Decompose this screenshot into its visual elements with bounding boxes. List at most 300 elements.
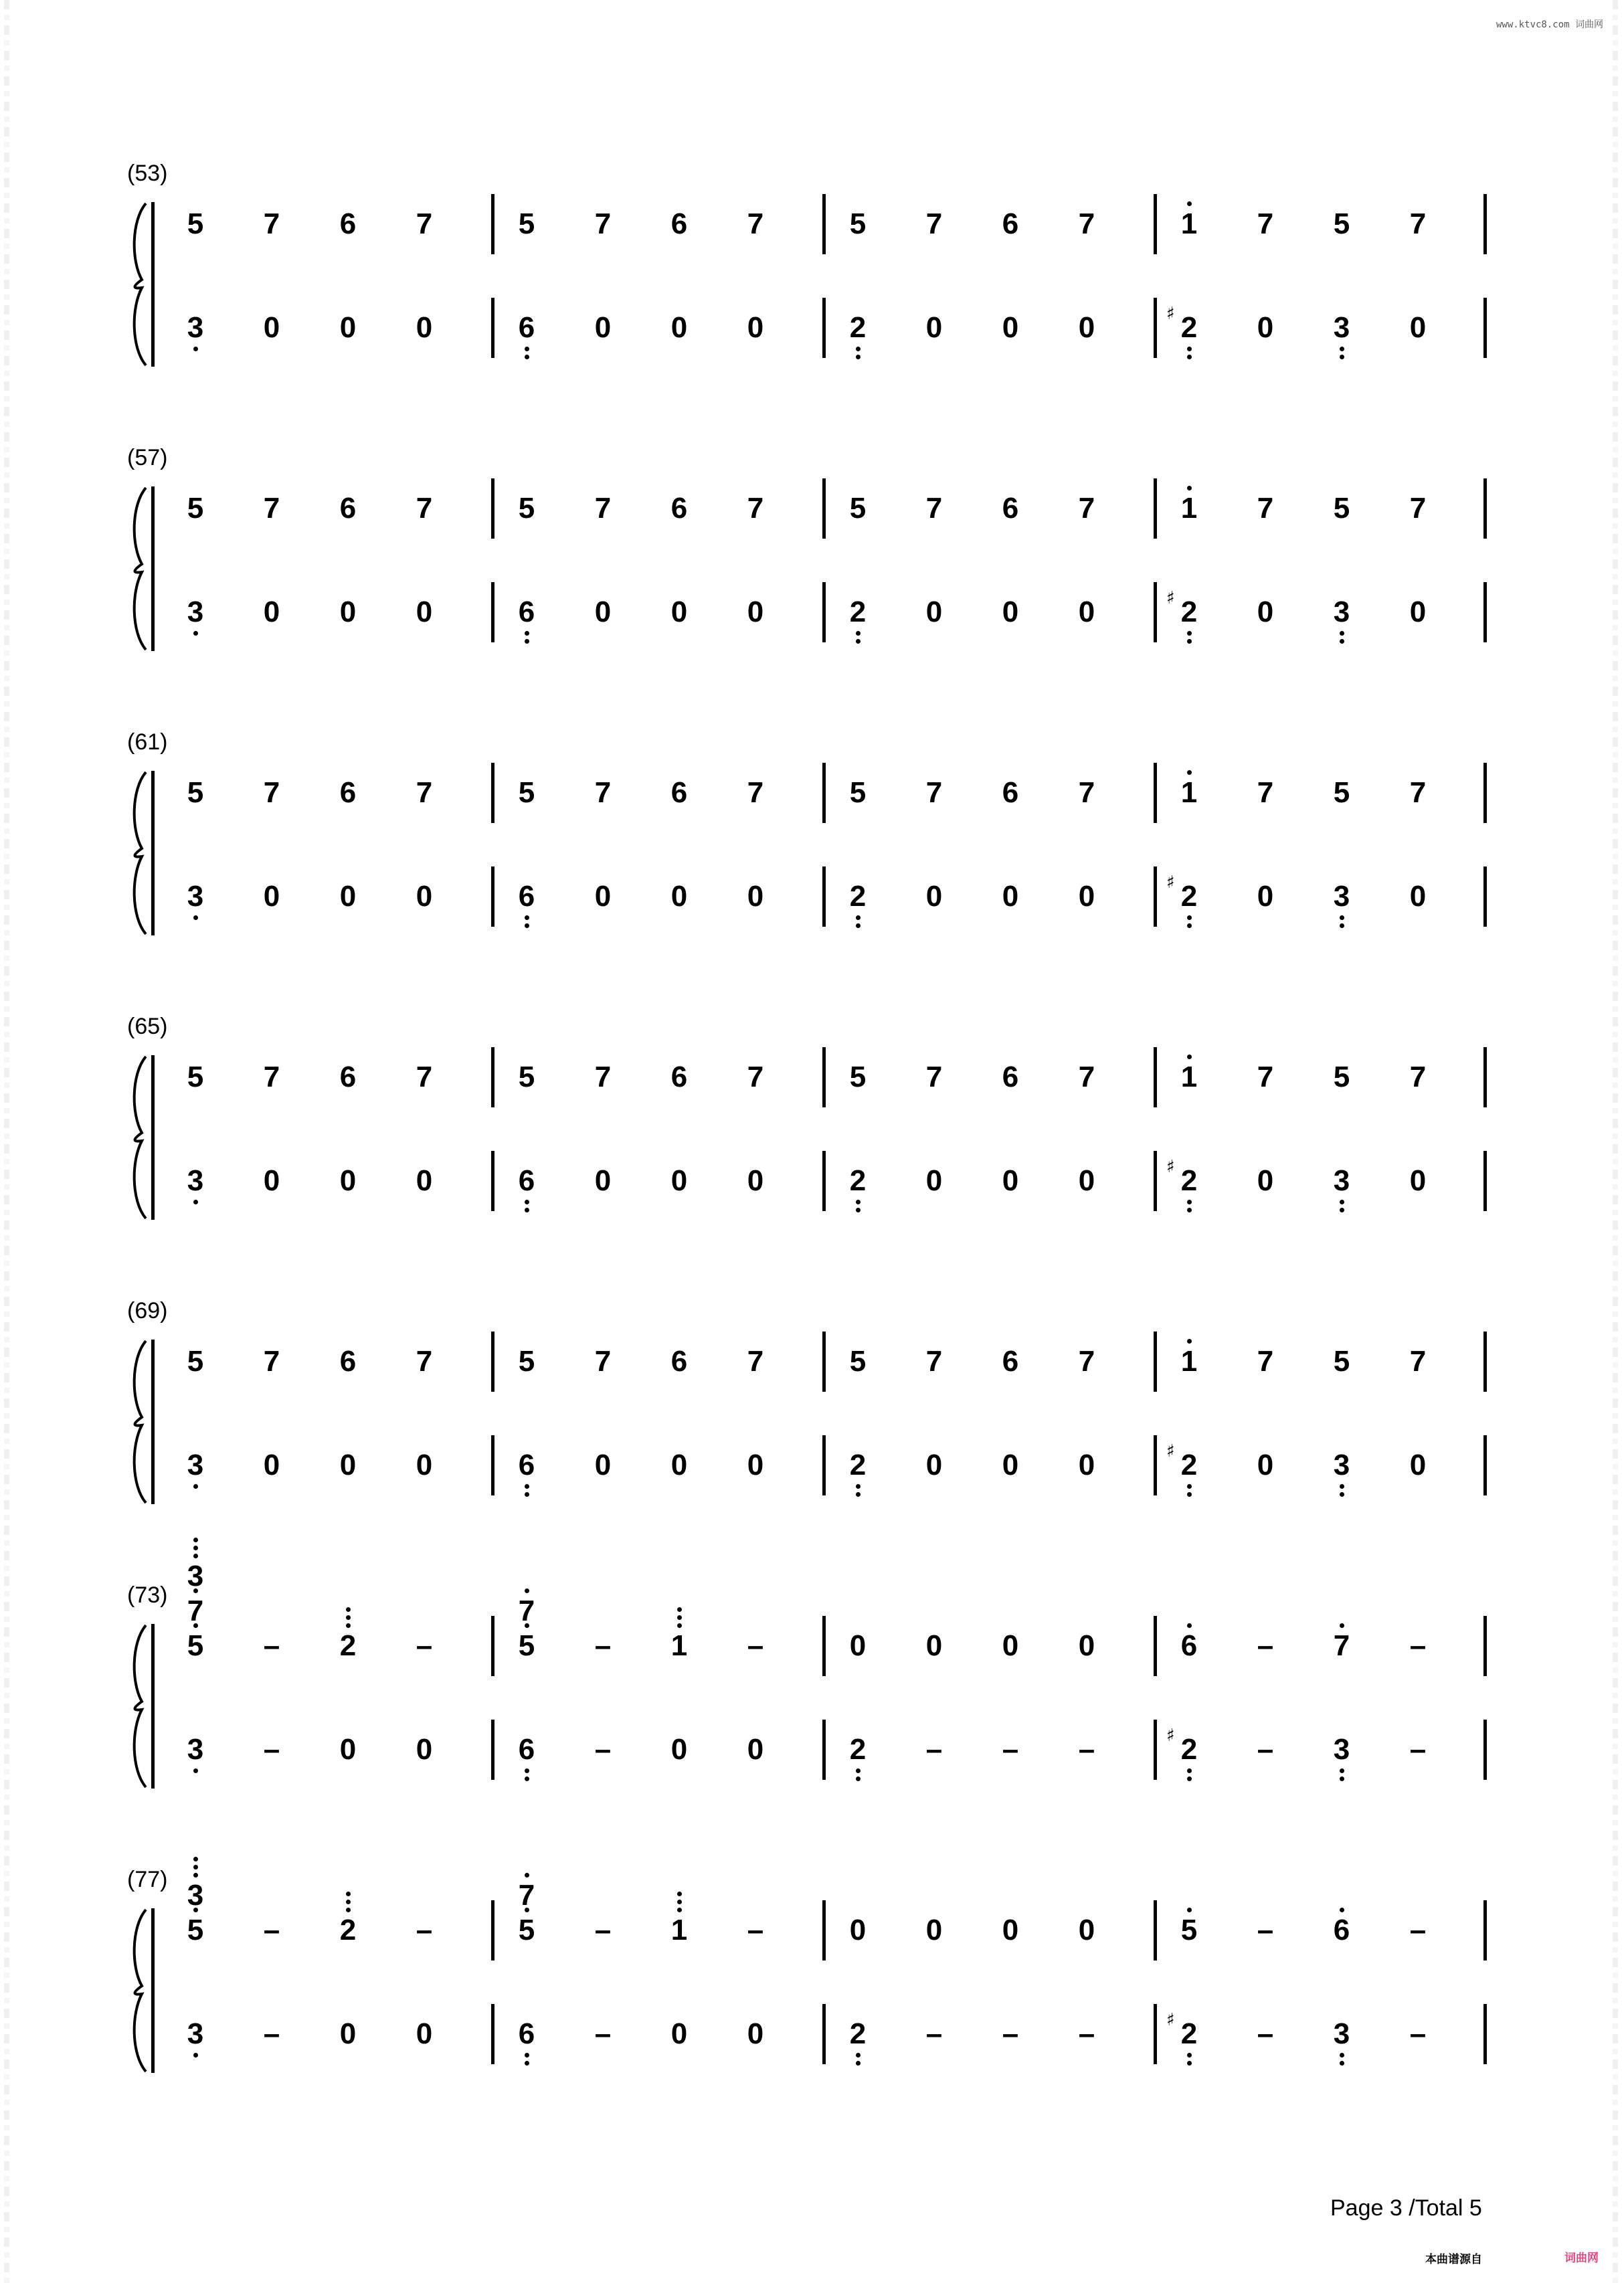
note-digit: 0 <box>1257 311 1274 344</box>
octave-dot <box>1187 2061 1192 2066</box>
sustain-dash: – <box>1409 1914 1427 1946</box>
octave-dot <box>1187 355 1192 359</box>
note-digit: 0 <box>1002 596 1019 628</box>
measure-number: (69) <box>127 1298 168 1323</box>
barline <box>491 763 494 823</box>
barline <box>1483 1616 1487 1676</box>
note-digit: 5 <box>518 1061 535 1093</box>
barline <box>491 2004 494 2064</box>
barline <box>1154 1720 1157 1780</box>
note-digit: 0 <box>925 1914 943 1946</box>
octave-dot <box>1187 1200 1192 1204</box>
barline <box>822 582 826 642</box>
octave-dot <box>193 1554 198 1558</box>
grand-staff-brace <box>127 1054 154 1221</box>
barline <box>822 1616 826 1676</box>
octave-dot <box>856 1776 861 1781</box>
measure-number: (65) <box>127 1014 168 1039</box>
note-digit: 0 <box>339 1733 357 1766</box>
note-digit: 3 <box>187 880 204 913</box>
page-indicator: Page 3 /Total 5 <box>1330 2195 1482 2221</box>
note-digit: 3 <box>187 311 204 344</box>
note-digit: 7 <box>925 1061 943 1093</box>
note-digit: 2 <box>849 1164 867 1197</box>
barline <box>822 2004 826 2064</box>
note-digit: 7 <box>1078 492 1095 525</box>
octave-dot <box>856 923 861 928</box>
barline <box>491 194 494 254</box>
note-digit: 0 <box>339 1164 357 1197</box>
note-digit: 6 <box>670 492 688 525</box>
octave-dot <box>1187 1339 1192 1344</box>
note-digit: 1 <box>1180 207 1198 240</box>
sustain-dash: – <box>594 2017 612 2050</box>
barline <box>1154 763 1157 823</box>
octave-dot <box>193 2053 198 2058</box>
note-digit: 7 <box>747 1345 764 1378</box>
octave-dot <box>856 1208 861 1212</box>
note-digit: 0 <box>1078 596 1095 628</box>
note-digit: 5 <box>849 776 867 809</box>
note-digit: 2 <box>1180 1449 1198 1481</box>
octave-dot <box>193 1768 198 1773</box>
note-digit: 6 <box>1002 492 1019 525</box>
grand-staff-brace <box>127 1907 154 2074</box>
note-digit: 6 <box>518 2017 535 2050</box>
note-digit: 0 <box>1409 596 1427 628</box>
note-digit: 6 <box>670 1061 688 1093</box>
sustain-dash: – <box>747 1914 764 1946</box>
note-digit: 0 <box>263 596 280 628</box>
note-digit: 0 <box>416 880 433 913</box>
barline <box>1154 1435 1157 1495</box>
site-watermark: www.ktvc8.com 词曲网 <box>1496 19 1604 30</box>
barline <box>1154 1332 1157 1392</box>
octave-dot <box>525 1200 529 1204</box>
octave-dot <box>1340 1492 1344 1497</box>
note-digit: 6 <box>1002 776 1019 809</box>
barline <box>1154 194 1157 254</box>
note-digit: 7 <box>1078 776 1095 809</box>
site-logo-text: 词曲网 <box>1564 2252 1599 2265</box>
note-digit: 0 <box>1002 311 1019 344</box>
note-digit: 7 <box>518 1594 535 1627</box>
octave-dot <box>856 631 861 636</box>
measure-number: (73) <box>127 1582 168 1608</box>
note-digit: 0 <box>416 2017 433 2050</box>
barline <box>491 298 494 358</box>
octave-dot <box>1187 915 1192 920</box>
note-digit: 2 <box>1180 880 1198 913</box>
note-digit: 5 <box>1333 1061 1350 1093</box>
note-digit: 0 <box>925 1449 943 1481</box>
note-digit: 3 <box>187 1449 204 1481</box>
barline <box>1483 1900 1487 1960</box>
note-digit: 0 <box>670 596 688 628</box>
note-digit: 0 <box>1257 596 1274 628</box>
octave-dot <box>677 1900 682 1904</box>
note-digit: 0 <box>594 880 612 913</box>
note-digit: 6 <box>670 1345 688 1378</box>
note-digit: 0 <box>1078 1449 1095 1481</box>
note-digit: 5 <box>518 1914 535 1946</box>
note-digit: 0 <box>1257 1164 1274 1197</box>
note-digit: 0 <box>1002 880 1019 913</box>
note-digit: 0 <box>339 880 357 913</box>
system-start-barline <box>151 1908 155 2073</box>
note-digit: 2 <box>849 1449 867 1481</box>
system-start-barline <box>151 771 155 935</box>
barline <box>491 1900 494 1960</box>
octave-dot <box>193 1546 198 1550</box>
note-digit: 7 <box>747 1061 764 1093</box>
note-digit: 0 <box>1409 1449 1427 1481</box>
octave-dot <box>1187 1492 1192 1497</box>
note-digit: 7 <box>263 1061 280 1093</box>
octave-dot <box>193 915 198 920</box>
barline <box>1483 1720 1487 1780</box>
note-digit: 5 <box>187 1914 204 1946</box>
barline <box>1483 194 1487 254</box>
note-digit: 2 <box>1180 596 1198 628</box>
note-digit: 3 <box>1333 1733 1350 1766</box>
octave-dot <box>525 1484 529 1489</box>
octave-dot <box>1187 1208 1192 1212</box>
note-digit: 0 <box>263 1164 280 1197</box>
barline <box>1483 298 1487 358</box>
octave-dot <box>525 1768 529 1773</box>
sustain-dash: – <box>1409 2017 1427 2050</box>
octave-dot <box>677 1623 682 1628</box>
note-digit: 2 <box>849 311 867 344</box>
note-digit: 5 <box>1333 1345 1350 1378</box>
note-digit: 0 <box>1002 1164 1019 1197</box>
octave-dot <box>193 1200 198 1204</box>
octave-dot <box>525 923 529 928</box>
note-digit: 7 <box>263 207 280 240</box>
barline <box>491 1151 494 1211</box>
octave-dot <box>856 2061 861 2066</box>
octave-dot <box>1187 770 1192 775</box>
sustain-dash: – <box>1409 1629 1427 1662</box>
octave-dot <box>1340 631 1344 636</box>
note-digit: 7 <box>594 1345 612 1378</box>
note-digit: 0 <box>339 311 357 344</box>
note-digit: 0 <box>1409 1164 1427 1197</box>
barline <box>822 298 826 358</box>
octave-dot <box>525 631 529 636</box>
note-digit: 7 <box>594 492 612 525</box>
note-digit: 7 <box>747 776 764 809</box>
note-digit: 0 <box>670 311 688 344</box>
barline <box>822 763 826 823</box>
octave-dot <box>525 355 529 359</box>
sharp-accidental: ♯ <box>1166 1157 1175 1177</box>
note-digit: 6 <box>670 207 688 240</box>
barline <box>1483 582 1487 642</box>
note-digit: 7 <box>925 207 943 240</box>
sustain-dash: – <box>263 2017 280 2050</box>
octave-dot <box>1187 201 1192 206</box>
note-digit: 0 <box>925 596 943 628</box>
note-digit: 2 <box>849 596 867 628</box>
score-system <box>0 1867 1624 2134</box>
note-digit: 3 <box>1333 880 1350 913</box>
note-digit: 6 <box>1002 1345 1019 1378</box>
note-digit: 0 <box>849 1914 867 1946</box>
octave-dot <box>856 355 861 359</box>
system-start-barline <box>151 202 155 367</box>
note-digit: 0 <box>747 311 764 344</box>
note-digit: 1 <box>1180 492 1198 525</box>
octave-dot <box>525 1492 529 1497</box>
measure-number: (61) <box>127 729 168 755</box>
sustain-dash: – <box>1078 1733 1095 1766</box>
sustain-dash: – <box>1257 1629 1274 1662</box>
octave-dot <box>193 347 198 351</box>
note-digit: 0 <box>747 1164 764 1197</box>
barline <box>822 1332 826 1392</box>
note-digit: 7 <box>263 1345 280 1378</box>
note-digit: 0 <box>1409 311 1427 344</box>
note-digit: 0 <box>670 1449 688 1481</box>
octave-dot <box>525 1776 529 1781</box>
octave-dot <box>525 1873 529 1878</box>
sustain-dash: – <box>1078 2017 1095 2050</box>
octave-dot <box>525 347 529 351</box>
note-digit: 2 <box>339 1629 357 1662</box>
barline <box>1483 1151 1487 1211</box>
note-digit: 0 <box>1078 1164 1095 1197</box>
note-digit: 7 <box>187 1594 204 1627</box>
sustain-dash: – <box>416 1629 433 1662</box>
note-digit: 0 <box>416 1164 433 1197</box>
octave-dot <box>1340 1768 1344 1773</box>
note-digit: 5 <box>518 492 535 525</box>
sustain-dash: – <box>925 2017 943 2050</box>
note-digit: 1 <box>670 1914 688 1946</box>
octave-dot <box>1340 347 1344 351</box>
note-digit: 7 <box>1257 1061 1274 1093</box>
octave-dot <box>1187 1055 1192 1059</box>
barline <box>822 1151 826 1211</box>
barline <box>822 1900 826 1960</box>
sustain-dash: – <box>594 1733 612 1766</box>
octave-dot <box>1340 2061 1344 2066</box>
note-digit: 5 <box>518 207 535 240</box>
barline <box>1154 1616 1157 1676</box>
sharp-accidental: ♯ <box>1166 1726 1175 1746</box>
barline <box>822 1047 826 1107</box>
octave-dot <box>856 915 861 920</box>
note-digit: 7 <box>416 1061 433 1093</box>
note-digit: 0 <box>1409 880 1427 913</box>
note-digit: 5 <box>1180 1914 1198 1946</box>
note-digit: 5 <box>1333 776 1350 809</box>
barline <box>1154 1047 1157 1107</box>
barline <box>491 1720 494 1780</box>
barline <box>822 1435 826 1495</box>
note-digit: 6 <box>1333 1914 1350 1946</box>
note-digit: 0 <box>1078 1914 1095 1946</box>
octave-dot <box>193 1484 198 1489</box>
note-digit: 6 <box>339 776 357 809</box>
sustain-dash: – <box>1257 2017 1274 2050</box>
octave-dot <box>1340 1200 1344 1204</box>
sharp-accidental: ♯ <box>1166 873 1175 893</box>
barline <box>1483 478 1487 539</box>
note-digit: 7 <box>263 492 280 525</box>
note-digit: 5 <box>187 1629 204 1662</box>
source-note: 本曲谱源自 <box>1425 2253 1482 2266</box>
note-digit: 0 <box>1078 1629 1095 1662</box>
octave-dot <box>677 1908 682 1912</box>
octave-dot <box>856 2053 861 2058</box>
octave-dot <box>1187 631 1192 636</box>
octave-dot <box>856 1484 861 1489</box>
sustain-dash: – <box>1002 1733 1019 1766</box>
note-digit: 0 <box>339 1449 357 1481</box>
note-digit: 7 <box>416 776 433 809</box>
measure-number: (77) <box>127 1867 168 1892</box>
note-digit: 0 <box>670 2017 688 2050</box>
octave-dot <box>1340 1776 1344 1781</box>
note-digit: 0 <box>670 1164 688 1197</box>
note-digit: 0 <box>594 311 612 344</box>
octave-dot <box>193 1538 198 1542</box>
barline <box>1483 763 1487 823</box>
note-digit: 3 <box>1333 1449 1350 1481</box>
sustain-dash: – <box>747 1629 764 1662</box>
note-digit: 5 <box>187 776 204 809</box>
note-digit: 6 <box>518 1449 535 1481</box>
note-digit: 7 <box>1078 207 1095 240</box>
octave-dot <box>1340 1908 1344 1912</box>
note-digit: 6 <box>339 492 357 525</box>
note-digit: 5 <box>187 1061 204 1093</box>
note-digit: 6 <box>1180 1629 1198 1662</box>
grand-staff-brace <box>127 1623 154 1790</box>
note-digit: 7 <box>416 492 433 525</box>
note-digit: 3 <box>1333 311 1350 344</box>
octave-dot <box>1340 1208 1344 1212</box>
note-digit: 6 <box>518 1164 535 1197</box>
note-digit: 0 <box>339 596 357 628</box>
octave-dot <box>1187 1484 1192 1489</box>
note-digit: 3 <box>187 1164 204 1197</box>
note-digit: 7 <box>1078 1345 1095 1378</box>
note-digit: 0 <box>1002 1914 1019 1946</box>
barline <box>1154 1151 1157 1211</box>
barline <box>491 1047 494 1107</box>
octave-dot <box>1340 1623 1344 1628</box>
note-digit: 7 <box>1409 207 1427 240</box>
barline <box>1154 582 1157 642</box>
note-digit: 2 <box>1180 1733 1198 1766</box>
note-digit: 7 <box>925 1345 943 1378</box>
barline <box>1154 866 1157 927</box>
octave-dot <box>525 1588 529 1593</box>
octave-dot <box>1340 355 1344 359</box>
octave-dot <box>1187 347 1192 351</box>
note-digit: 0 <box>747 2017 764 2050</box>
grand-staff-brace <box>127 485 154 652</box>
octave-dot <box>1187 1908 1192 1912</box>
sustain-dash: – <box>594 1914 612 1946</box>
note-digit: 6 <box>1002 1061 1019 1093</box>
note-digit: 0 <box>594 1164 612 1197</box>
note-digit: 7 <box>1333 1629 1350 1662</box>
octave-dot <box>1187 1776 1192 1781</box>
note-digit: 0 <box>747 1733 764 1766</box>
note-digit: 0 <box>416 311 433 344</box>
score-system <box>0 729 1624 997</box>
note-digit: 1 <box>1180 1345 1198 1378</box>
score-system <box>0 1560 1624 1850</box>
octave-dot <box>346 1892 351 1896</box>
note-digit: 3 <box>187 1733 204 1766</box>
octave-dot <box>1340 2053 1344 2058</box>
note-digit: 2 <box>339 1914 357 1946</box>
sustain-dash: – <box>263 1733 280 1766</box>
barline <box>822 1720 826 1780</box>
note-digit: 7 <box>416 1345 433 1378</box>
note-digit: 2 <box>849 880 867 913</box>
note-digit: 0 <box>263 880 280 913</box>
octave-dot <box>677 1892 682 1896</box>
note-digit: 6 <box>1002 207 1019 240</box>
measure-number: (53) <box>127 161 168 186</box>
note-digit: 0 <box>416 596 433 628</box>
note-digit: 6 <box>518 880 535 913</box>
barline <box>1154 298 1157 358</box>
note-digit: 5 <box>187 492 204 525</box>
note-digit: 0 <box>747 880 764 913</box>
octave-dot <box>677 1615 682 1620</box>
barline <box>822 478 826 539</box>
barline <box>491 582 494 642</box>
note-digit: 3 <box>187 1560 204 1592</box>
grand-staff-brace <box>127 201 154 368</box>
barline <box>1154 2004 1157 2064</box>
octave-dot <box>1340 1484 1344 1489</box>
note-digit: 0 <box>670 1733 688 1766</box>
sustain-dash: – <box>594 1629 612 1662</box>
note-digit: 7 <box>1257 207 1274 240</box>
note-digit: 0 <box>594 596 612 628</box>
octave-dot <box>1187 2053 1192 2058</box>
note-digit: 5 <box>849 207 867 240</box>
note-digit: 3 <box>187 2017 204 2050</box>
note-digit: 0 <box>1257 1449 1274 1481</box>
octave-dot <box>346 1615 351 1620</box>
note-digit: 0 <box>925 311 943 344</box>
note-digit: 2 <box>1180 2017 1198 2050</box>
sustain-dash: – <box>1257 1914 1274 1946</box>
note-digit: 7 <box>747 492 764 525</box>
note-digit: 0 <box>925 1629 943 1662</box>
note-digit: 0 <box>849 1629 867 1662</box>
octave-dot <box>346 1623 351 1628</box>
grand-staff-brace <box>127 769 154 937</box>
sustain-dash: – <box>925 1733 943 1766</box>
octave-dot <box>525 2061 529 2066</box>
score-system <box>0 1014 1624 1281</box>
octave-dot <box>525 639 529 644</box>
sustain-dash: – <box>1409 1733 1427 1766</box>
system-start-barline <box>151 1340 155 1504</box>
note-digit: 6 <box>518 311 535 344</box>
